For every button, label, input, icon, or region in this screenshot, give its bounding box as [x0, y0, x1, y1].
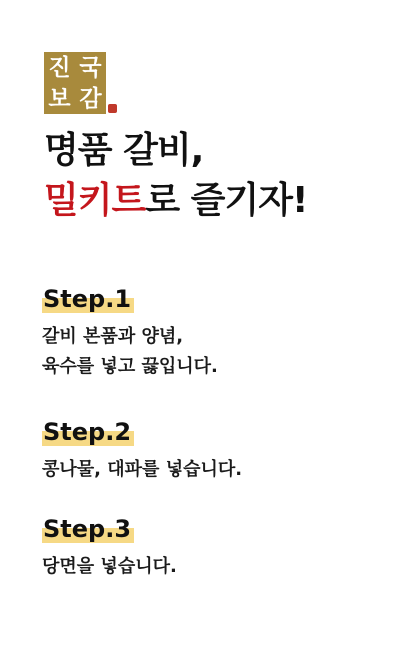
logo-char-2: 국 [79, 54, 102, 81]
headline-line-2 [44, 176, 307, 226]
step-2-line-1: 콩나물, 대파를 넣습니다. [42, 459, 243, 480]
headline-accent-text: 밀키트 [44, 180, 146, 221]
step-1-text [42, 322, 218, 382]
step-2 [42, 417, 242, 485]
step-1-label: Step.1 [43, 285, 132, 313]
step-2-label: Step.2 [43, 418, 132, 446]
step-3-line-1: 당면을 넣습니다. [42, 556, 177, 577]
brand-logo [44, 52, 106, 114]
step-1 [42, 284, 218, 382]
step-1-line-1: 갈비 본품과 양념, [42, 326, 184, 347]
step-3-text [42, 552, 177, 582]
red-seal-stamp [108, 104, 117, 113]
step-1-line-2: 육수를 넣고 끓입니다. [42, 356, 218, 377]
headline-rest-text: 로 즐기자! [145, 180, 308, 221]
step-2-text [42, 455, 242, 485]
step-3-label: Step.3 [43, 515, 132, 543]
logo-char-3: 보 [48, 85, 71, 112]
page-headline [44, 126, 307, 226]
logo-char-4: 감 [79, 85, 102, 112]
logo-char-1: 진 [48, 54, 71, 81]
step-3 [42, 514, 177, 582]
headline-line-1: 명품 갈비, [44, 130, 204, 171]
